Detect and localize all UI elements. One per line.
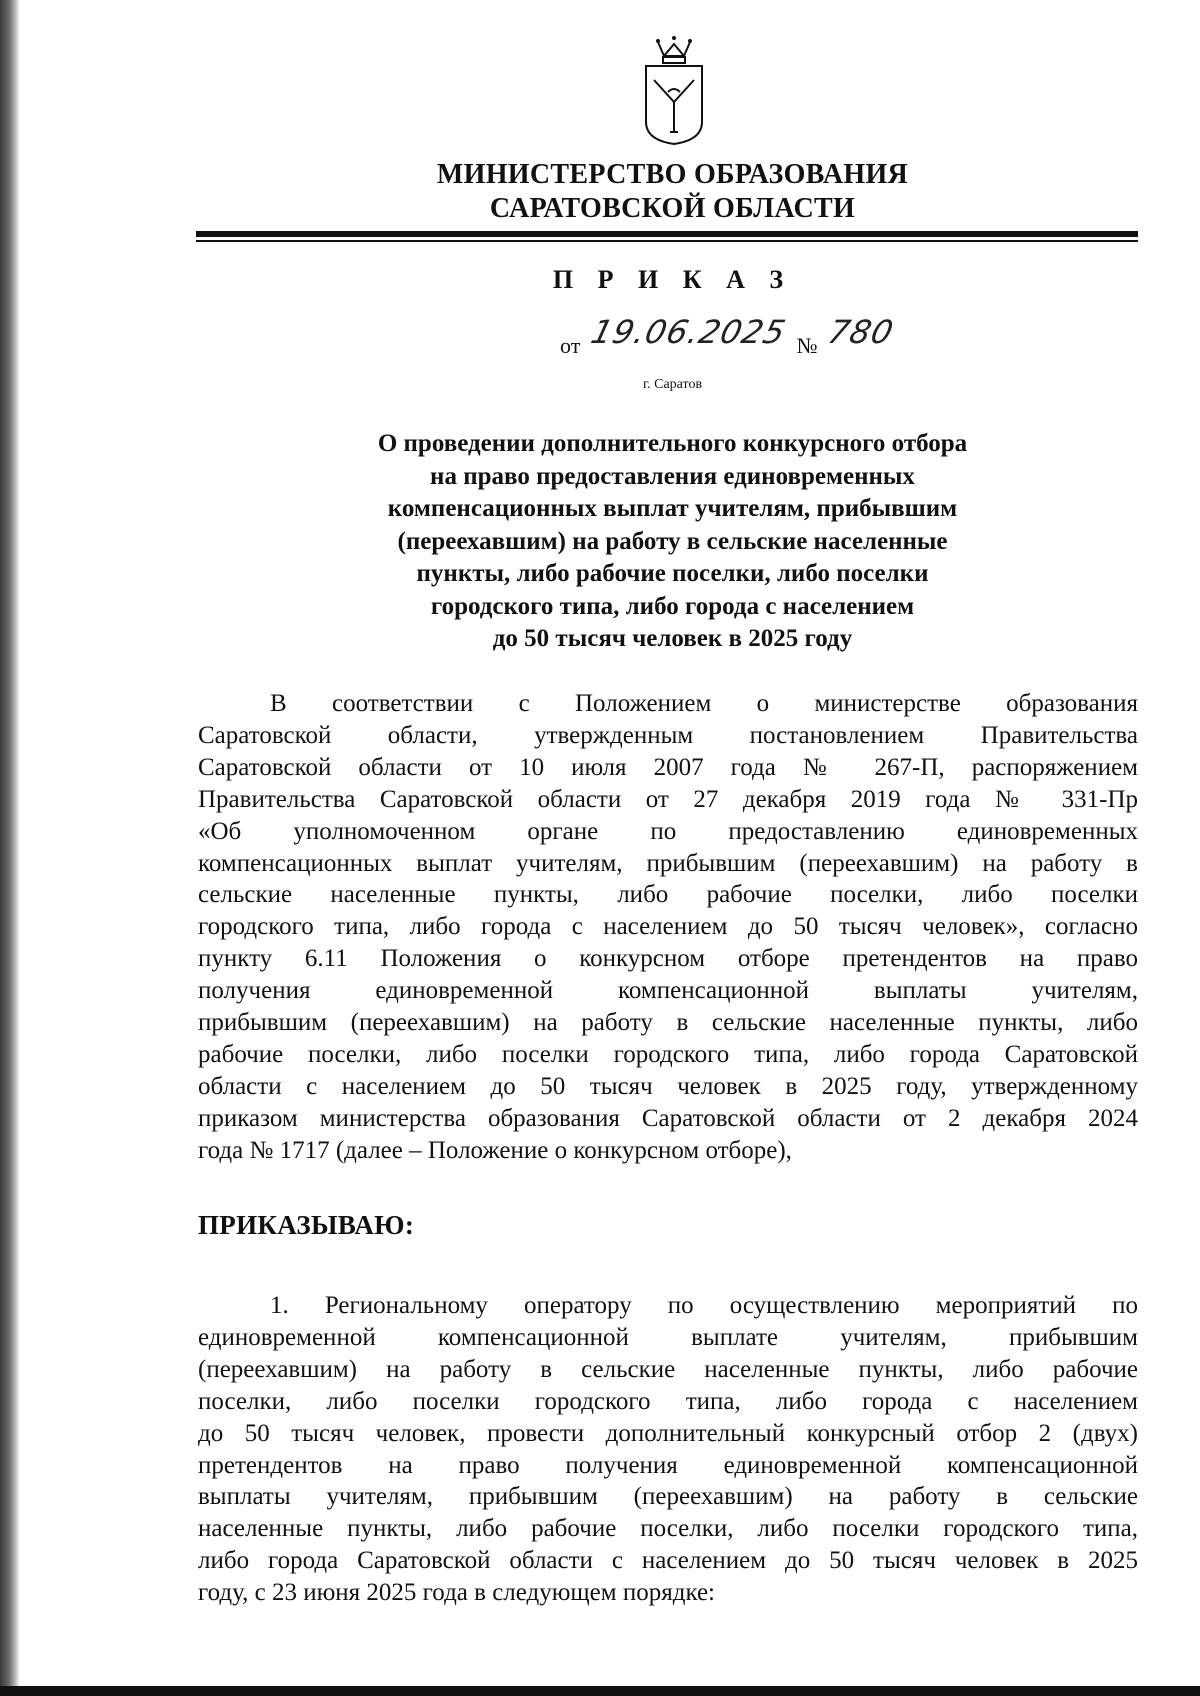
preamble-line: рабочие поселки, либо поселки городского типа, либо города Саратовской <box>198 1040 1138 1068</box>
item-1-line: населенные пункты, либо рабочие поселки, либо поселки городского типа, <box>198 1515 1138 1543</box>
subject-line: О проведении дополнительного конкурсного отбора <box>377 430 968 457</box>
item-1-paragraph <box>198 1290 1138 1609</box>
order-date: 19.06.2025 <box>587 313 790 351</box>
order-subject <box>0 428 1200 656</box>
ministry-name-line-1: МИНИСТЕРСТВО ОБРАЗОВАНИЯ <box>436 159 909 190</box>
item-1-line: либо города Саратовской области с населением до 50 тысяч человек в 2025 <box>198 1547 1138 1575</box>
subject-line: на право предоставления единовременных <box>430 462 915 490</box>
item-1-line: до 50 тысяч человек, провести дополнительный конкурсный отбор 2 (двух) <box>198 1419 1138 1447</box>
item-1-line: (переехавшим) на работу в сельские населенные пункты, либо рабочие <box>198 1355 1138 1383</box>
subject-line: пункты, либо рабочие поселки, либо поселки <box>416 560 929 587</box>
item-1-line: 1. Региональному оператору по осуществлению мероприятий по <box>270 1292 1138 1319</box>
preamble-line: приказом министерства образования Саратовской области от 2 декабря 2024 <box>198 1104 1138 1132</box>
order-title: П Р И К А З <box>552 265 793 294</box>
preamble-line: области с населением до 50 тысяч человек в 2025 году, утвержденному <box>198 1072 1138 1100</box>
item-1-line: выплаты учителям, прибывшим (переехавшим) на работу в сельские <box>198 1483 1138 1511</box>
subject-line: городского типа, либо города с населением <box>430 592 915 620</box>
subject-line: компенсационных выплат учителям, прибывшим <box>387 495 958 522</box>
item-1-line: единовременной компенсационной выплате учителям, прибывшим <box>198 1323 1138 1351</box>
preamble-line: компенсационных выплат учителям, прибывшим (переехавшим) на работу в <box>198 849 1138 877</box>
preamble-line: городского типа, либо города с населением до 50 тысяч человек», согласно <box>198 913 1138 941</box>
preamble-line: пункту 6.11 Положения о конкурсном отборе претендентов на право <box>198 945 1138 973</box>
scan-bottom-edge <box>0 1686 1200 1696</box>
preamble-line: «Об уполномоченном органе по предоставлению единовременных <box>198 817 1138 845</box>
order-date-number <box>560 313 899 357</box>
preamble-line: Саратовской области, утвержденным постановлением Правительства <box>198 721 1138 749</box>
coat-of-arms-icon <box>634 30 714 150</box>
preamble-line: В соответствии с Положением о министерстве образования <box>270 690 1138 717</box>
header-rule-thin <box>196 240 1138 242</box>
order-date-prefix: от <box>560 333 581 358</box>
ministry-name <box>0 158 1200 226</box>
subject-line: до 50 тысяч человек в 2025 году <box>492 625 853 652</box>
preamble-line: сельские населенные пункты, либо рабочие поселки, либо поселки <box>198 881 1138 909</box>
header-rule-thick <box>196 231 1138 237</box>
ministry-name-line-2: САРАТОВСКОЙ ОБЛАСТИ <box>489 193 856 224</box>
preamble-paragraph <box>198 688 1138 1167</box>
item-1-line: поселки, либо поселки городского типа, либо города с населением <box>198 1387 1138 1415</box>
preamble-line: прибывшим (переехавшим) на работу в сельские населенные пункты, либо <box>198 1009 1138 1037</box>
preamble-line: Правительства Саратовской области от 27 декабря 2019 года № 331-Пр <box>198 785 1138 813</box>
preamble-line: Саратовской области от 10 июля 2007 года № 267-П, распоряжением <box>198 753 1138 781</box>
item-1-line: претендентов на право получения единовременной компенсационной <box>198 1451 1138 1479</box>
order-number: 780 <box>824 313 898 351</box>
order-number-prefix: № <box>796 333 818 358</box>
item-1-line: году, с 23 июня 2025 года в следующем порядке: <box>198 1579 716 1607</box>
preamble-line: года № 1717 (далее – Положение о конкурсном отборе), <box>198 1136 792 1164</box>
order-city: г. Саратов <box>642 377 703 392</box>
decree-heading: ПРИКАЗЫВАЮ: <box>198 1210 415 1240</box>
preamble-line: получения единовременной компенсационной выплаты учителям, <box>198 977 1138 1005</box>
subject-line: (переехавшим) на работу в сельские населенные <box>397 527 948 555</box>
